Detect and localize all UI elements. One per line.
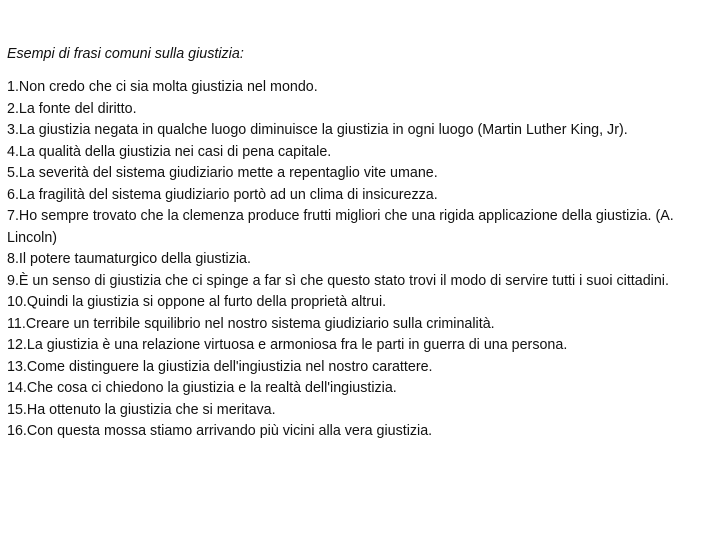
sentence-list <box>7 77 717 443</box>
list-item: 13.Come distinguere la giustizia dell'ingiustizia nel nostro carattere. <box>7 358 433 375</box>
list-item: 11.Creare un terribile squilibrio nel nostro sistema giudiziario sulla criminalità. <box>7 315 495 332</box>
list-item: 12.La giustizia è una relazione virtuosa e armoniosa fra le parti in guerra di una persona. <box>7 337 568 353</box>
list-item: 6.La fragilità del sistema giudiziario portò ad un clima di insicurezza. <box>7 186 438 203</box>
list-item: 3.La giustizia negata in qualche luogo diminuisce la giustizia in ogni luogo (Martin Luther King, Jr). <box>7 122 628 138</box>
list-item: 8.Il potere taumaturgico della giustizia. <box>7 251 251 267</box>
list-item: 5.La severità del sistema giudiziario mette a repentaglio vite umane. <box>7 165 438 181</box>
list-item: 1.Non credo che ci sia molta giustizia nel mondo. <box>7 79 318 95</box>
list-item: 15.Ha ottenuto la giustizia che si meritava. <box>7 401 276 418</box>
list-item: 4.La qualità della giustizia nei casi di pena capitale. <box>7 143 332 160</box>
list-item: 7.Ho sempre trovato che la clemenza produce frutti migliori che una rigida applicazione della giustizia. (A. Lincoln) <box>7 208 674 246</box>
list-item: 10.Quindi la giustizia si oppone al furto della proprietà altrui. <box>7 294 387 310</box>
list-item: 16.Con questa mossa stiamo arrivando più vicini alla vera giustizia. <box>7 423 433 439</box>
list-item: 9.È un senso di giustizia che ci spinge a far sì che questo stato trovi il modo di servire tutti i suoi cittadini. <box>7 272 669 289</box>
text-box <box>7 44 717 443</box>
list-item: 2.La fonte del diritto. <box>7 100 137 117</box>
list-item: 14.Che cosa ci chiedono la giustizia e la realtà dell'ingiustizia. <box>7 380 397 396</box>
heading: Esempi di frasi comuni sulla giustizia: <box>7 46 244 62</box>
